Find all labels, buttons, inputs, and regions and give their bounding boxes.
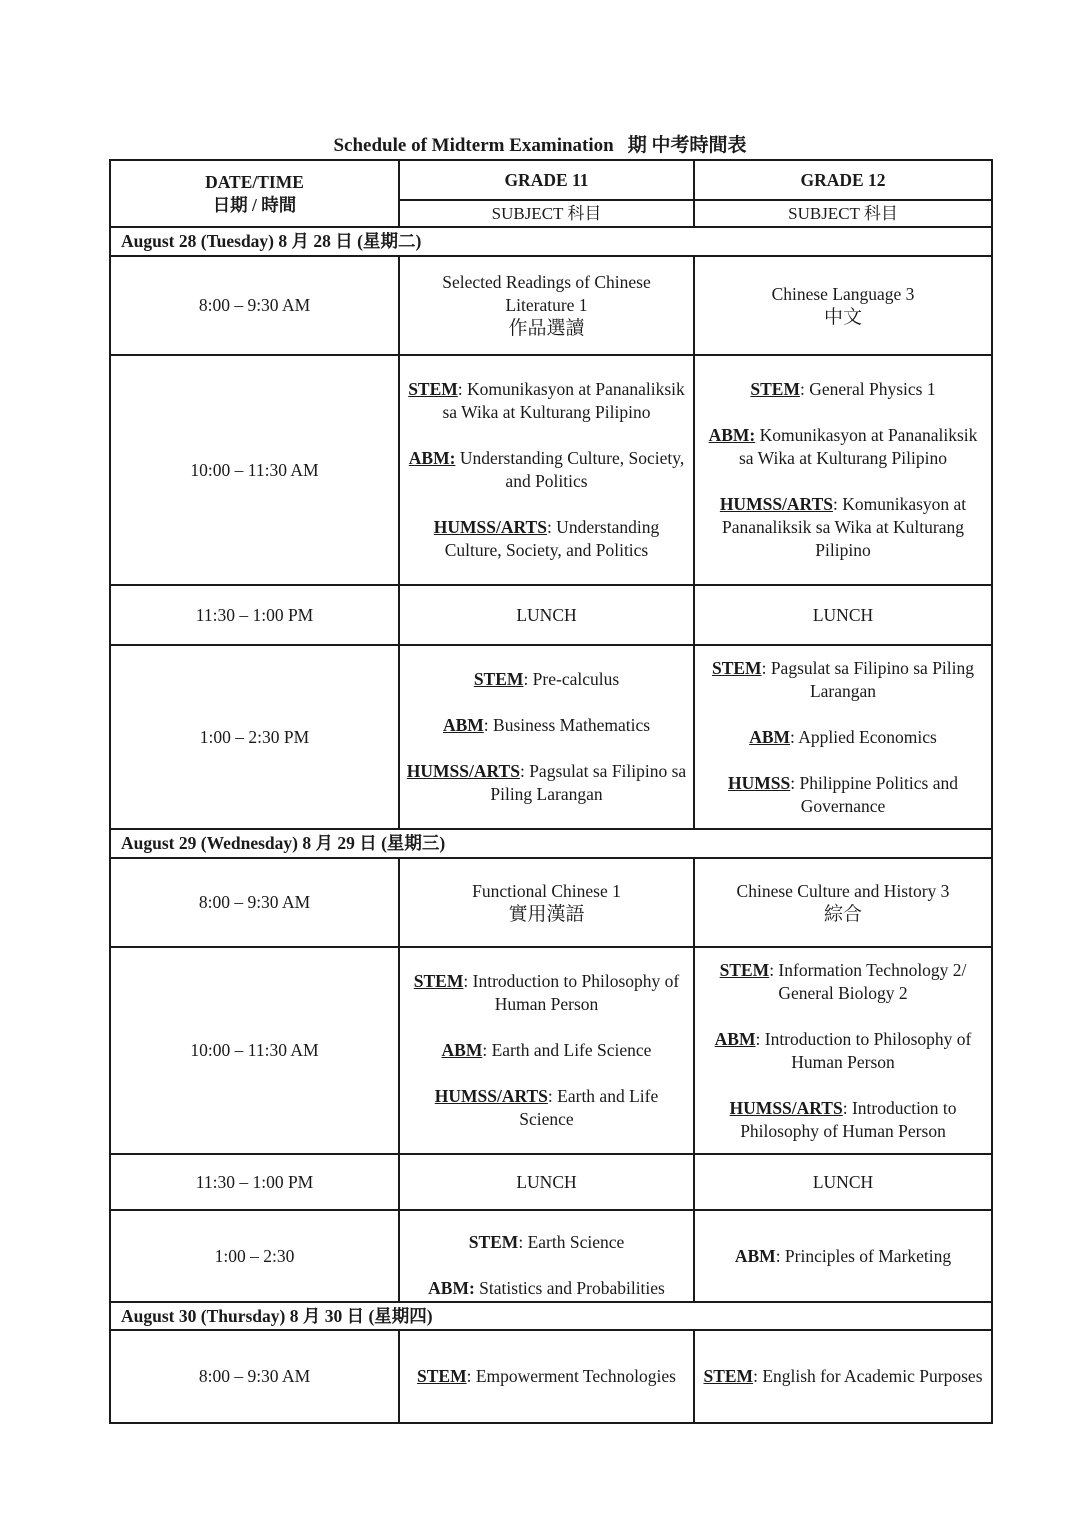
grade11-cell	[399, 947, 694, 1154]
subject-entry	[701, 959, 985, 1005]
strand-label: ABM:	[708, 425, 756, 445]
subject-text: : English for Academic Purposes	[753, 1366, 983, 1386]
subject-entry	[406, 1039, 687, 1062]
strand-label: HUMSS	[728, 772, 791, 793]
subject-entry	[406, 880, 687, 926]
title-chinese: 期 中考時間表	[627, 135, 747, 156]
grade12-cell	[694, 1154, 992, 1210]
strand-label: ABM:	[428, 1278, 475, 1298]
subject-entry	[701, 880, 985, 926]
subject-text: : Earth and Life Science	[519, 1086, 659, 1129]
strand-label: HUMSS/ARTS	[729, 1097, 843, 1118]
datetime-header-label: DATE/TIME	[205, 171, 304, 192]
subject-text: : Pagsulat sa Filipino sa Piling Larangan	[761, 657, 975, 701]
subject-entry	[701, 657, 985, 703]
subject-text: Chinese Culture and History 3	[736, 880, 950, 901]
grade12-cell	[694, 585, 992, 645]
subject-text: : Earth and Life Science	[482, 1040, 652, 1060]
subject-entry	[406, 1277, 687, 1300]
subject-text: Komunikasyon at Pananaliksik sa Wika at Kulturang Pilipino	[739, 425, 978, 468]
grade11-cell	[399, 1154, 694, 1210]
grade12-cell	[694, 355, 992, 585]
subject-entry	[406, 604, 687, 627]
time-cell: 11:30 – 1:00 PM	[110, 585, 399, 645]
strand-label: STEM	[703, 1366, 754, 1386]
grade12-cell	[694, 858, 992, 947]
subject-text: LUNCH	[812, 1171, 874, 1192]
subject-entry	[406, 970, 687, 1016]
subject-entry	[701, 1028, 985, 1074]
grade12-cell	[694, 256, 992, 355]
subject-text: : Introduction to Philosophy of Human Person	[740, 1097, 957, 1141]
subject-text: : Komunikasyon at Pananaliksik sa Wika at Kulturang Pilipino	[442, 379, 685, 422]
time-slot-row	[110, 858, 992, 947]
strand-label: HUMSS/ARTS	[719, 494, 833, 514]
strand-label: ABM	[734, 1245, 776, 1266]
time-slot-row	[110, 1210, 992, 1302]
subject-text: Functional Chinese 1	[472, 880, 621, 901]
strand-label: STEM	[473, 669, 524, 689]
subject-entry	[701, 1245, 985, 1268]
date-row	[110, 1302, 992, 1330]
subject-entry	[701, 726, 985, 749]
grade11-cell	[399, 858, 694, 947]
time-slot-row	[110, 585, 992, 645]
subject-text: : General Physics 1	[800, 379, 936, 399]
subject-entry	[406, 668, 687, 691]
time-cell: 8:00 – 9:30 AM	[110, 256, 399, 355]
subject-chinese: 作品選讀	[508, 318, 585, 339]
subject-text: LUNCH	[516, 604, 577, 625]
subject-entry	[406, 1171, 687, 1194]
grade11-cell	[399, 645, 694, 829]
time-slot-row	[110, 1154, 992, 1210]
grade12-cell	[694, 947, 992, 1154]
subject-entry	[701, 604, 985, 627]
strand-label: STEM	[413, 971, 464, 991]
grade12-cell	[694, 1210, 992, 1302]
grade11-cell	[399, 1330, 694, 1423]
date-label: August 30 (Thursday) 8 月 30 日 (星期四)	[110, 1302, 992, 1330]
subject-chinese: 綜合	[823, 903, 862, 925]
time-cell: 8:00 – 9:30 AM	[110, 1330, 399, 1423]
subject-entry	[701, 378, 985, 401]
strand-label: STEM	[719, 959, 770, 980]
subject-text: : Introduction to Philosophy of Human Person	[755, 1028, 972, 1072]
subject-text: : Understanding Culture, Society, and Politics	[444, 517, 660, 560]
header-row	[110, 160, 992, 200]
subject-entry	[406, 760, 687, 806]
time-cell: 1:00 – 2:30 PM	[110, 645, 399, 829]
datetime-header-label-cn: 日期 / 時間	[212, 194, 297, 215]
subject-text: Selected Readings of Chinese Literature 1	[442, 272, 651, 315]
subject-text: LUNCH	[516, 1171, 577, 1192]
subject-entry	[701, 493, 985, 562]
strand-label: ABM	[442, 715, 484, 735]
grade11-cell	[399, 585, 694, 645]
grade11-cell	[399, 1210, 694, 1302]
date-label: August 29 (Wednesday) 8 月 29 日 (星期三)	[110, 829, 992, 858]
time-slot-row	[110, 645, 992, 829]
grade11-header: GRADE 11	[399, 160, 694, 200]
subject-entry	[701, 283, 985, 329]
subject-text: : Introduction to Philosophy of Human Person	[463, 971, 680, 1014]
subject-entry	[406, 1231, 687, 1254]
strand-label: STEM	[711, 657, 762, 678]
subject-chinese: 中文	[823, 306, 862, 328]
time-slot-row	[110, 1330, 992, 1423]
time-cell: 11:30 – 1:00 PM	[110, 1154, 399, 1210]
grade11-cell	[399, 256, 694, 355]
subject-text: Statistics and Probabilities	[474, 1278, 665, 1298]
subject-entry	[406, 271, 687, 340]
grade11-cell	[399, 355, 694, 585]
time-cell: 10:00 – 11:30 AM	[110, 355, 399, 585]
grade12-cell	[694, 645, 992, 829]
time-cell: 8:00 – 9:30 AM	[110, 858, 399, 947]
strand-label: ABM	[749, 726, 791, 747]
subject-entry	[406, 1085, 687, 1131]
subject-text: : Business Mathematics	[483, 715, 651, 735]
date-row	[110, 227, 992, 256]
subject-text: : Pre-calculus	[523, 669, 620, 689]
subject-entry	[406, 516, 687, 562]
strand-label: ABM	[714, 1028, 756, 1049]
strand-label: HUMSS/ARTS	[434, 1086, 548, 1106]
subject-entry	[701, 1171, 985, 1194]
strand-label: STEM	[408, 379, 458, 399]
time-cell: 1:00 – 2:30	[110, 1210, 399, 1302]
subject-text: LUNCH	[812, 604, 874, 625]
title-english: Schedule of Midterm Examination	[333, 135, 614, 156]
subject-text: : Komunikasyon at Pananaliksik sa Wika at Kulturang Pilipino	[722, 494, 967, 560]
strand-label: HUMSS/ARTS	[433, 517, 547, 537]
subject-text: Chinese Language 3	[771, 283, 915, 304]
strand-label: STEM	[750, 379, 800, 399]
schedule-body	[110, 160, 992, 1423]
date-row	[110, 829, 992, 858]
subject-text: : Applied Economics	[790, 726, 937, 747]
subject-text: : Pagsulat sa Filipino sa Piling Larangan	[490, 761, 687, 804]
grade11-subject-header: SUBJECT 科目	[399, 200, 694, 227]
subject-entry	[701, 1097, 985, 1143]
subject-text: : Principles of Marketing	[775, 1245, 952, 1266]
date-label: August 28 (Tuesday) 8 月 28 日 (星期二)	[110, 227, 992, 256]
strand-label: STEM	[468, 1232, 519, 1252]
subject-entry	[701, 772, 985, 818]
datetime-header	[110, 160, 399, 227]
grade12-header: GRADE 12	[694, 160, 992, 200]
subject-entry	[406, 714, 687, 737]
subject-text: : Information Technology 2/ General Biology 2	[769, 959, 967, 1003]
subject-chinese: 實用漢語	[508, 903, 585, 925]
subject-entry	[406, 1365, 687, 1388]
time-slot-row	[110, 256, 992, 355]
subject-entry	[406, 447, 687, 493]
grade12-cell	[694, 1330, 992, 1423]
subject-text: : Empowerment Technologies	[466, 1366, 676, 1386]
time-cell: 10:00 – 11:30 AM	[110, 947, 399, 1154]
exam-schedule-table	[109, 159, 993, 1424]
strand-label: STEM	[417, 1366, 467, 1386]
subject-text: Understanding Culture, Society, and Politics	[455, 448, 685, 491]
strand-label: HUMSS/ARTS	[406, 761, 520, 781]
subject-entry	[701, 424, 985, 470]
strand-label: ABM	[441, 1040, 483, 1060]
grade12-subject-header: SUBJECT 科目	[694, 200, 992, 227]
subject-entry	[406, 378, 687, 424]
strand-label: ABM:	[408, 448, 456, 468]
time-slot-row	[110, 355, 992, 585]
subject-text: : Philippine Politics and Governance	[790, 772, 958, 816]
subject-text: : Earth Science	[518, 1232, 625, 1252]
page-title	[0, 130, 1080, 157]
subject-entry	[701, 1365, 985, 1388]
time-slot-row	[110, 947, 992, 1154]
